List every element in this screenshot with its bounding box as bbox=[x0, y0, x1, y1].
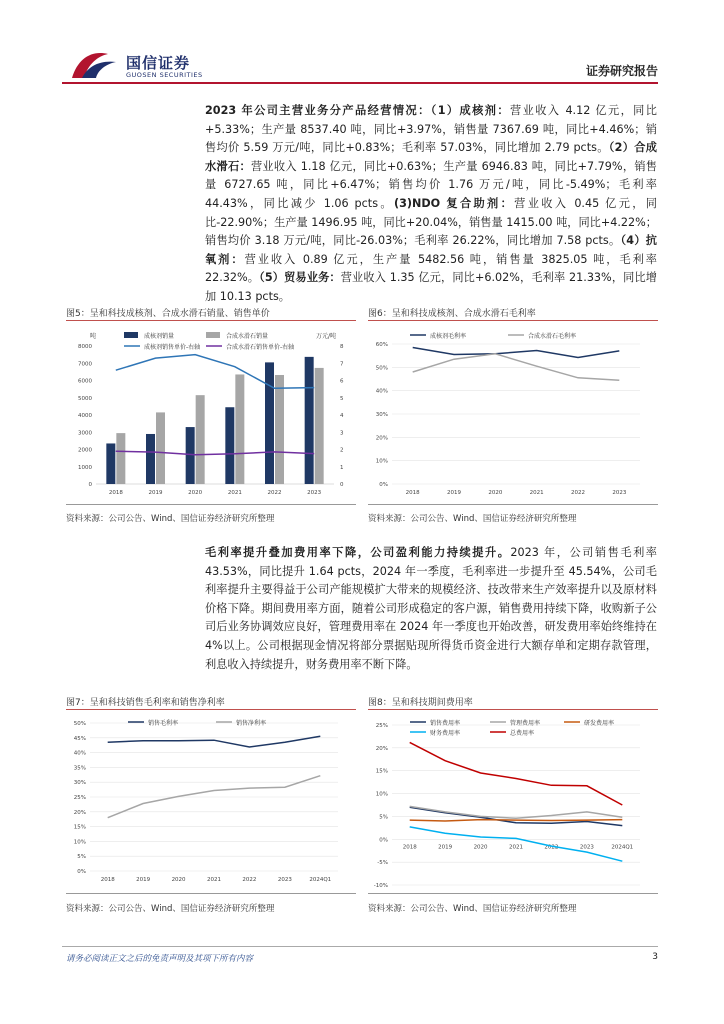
fig8-bottom-rule bbox=[368, 893, 658, 894]
x-tick-label: 2022 bbox=[544, 844, 559, 851]
y-tick-label: 20% bbox=[375, 435, 388, 442]
fig7-title-rule bbox=[66, 709, 356, 710]
x-tick-label: 2022 bbox=[571, 490, 585, 496]
fig7-bottom-rule bbox=[66, 893, 356, 894]
report-type-label: 证券研究报告 bbox=[585, 64, 658, 78]
x-tick-label: 2018 bbox=[405, 490, 420, 496]
fig8-title-rule bbox=[368, 709, 658, 710]
bar-1-1 bbox=[156, 412, 165, 484]
y-right-tick-label: 1 bbox=[340, 464, 344, 471]
fig6-title: 图6：呈和科技成核剂、合成水滑石毛利率 bbox=[368, 309, 536, 319]
y-right-tick-label: 2 bbox=[340, 447, 344, 454]
bar-1-4 bbox=[275, 375, 284, 484]
trade-label: （5）贸易业务： bbox=[259, 271, 341, 285]
profitability-lead: 毛利率提升叠加费用率下降，公司盈利能力持续提升。 bbox=[205, 546, 511, 559]
bar-0-3 bbox=[225, 407, 234, 484]
y-tick-label: 15% bbox=[73, 824, 86, 831]
x-tick-label: 2020 bbox=[473, 844, 488, 851]
bar-0-5 bbox=[305, 357, 314, 484]
bar-0-0 bbox=[106, 443, 115, 484]
x-tick-label: 2020 bbox=[171, 877, 186, 883]
bar-1-2 bbox=[196, 395, 205, 484]
series-line-4 bbox=[410, 742, 623, 805]
legend-swatch-0 bbox=[124, 332, 138, 338]
y-left-tick-label: 2000 bbox=[78, 447, 92, 454]
y-tick-label: 0% bbox=[77, 869, 86, 875]
y-tick-label: 25% bbox=[375, 723, 388, 729]
legend-label-2: 成核剂销售单价-右轴 bbox=[144, 344, 201, 351]
fig8-title: 图8：呈和科技期间费用率 bbox=[368, 698, 473, 708]
paragraph-lead: 2023 年公司主营业务分产品经营情况： bbox=[205, 104, 431, 117]
hydrotalcite-text: 营业收入 1.18 亿元，同比+0.63%；生产量 6946.83 吨，同比+7.79%，销售量 6727.65 吨，同比+6.47%；销售均价 1.76 万元/吨，同比-5.49%；毛利率 44.43%，同比减少 1.06 pcts。 bbox=[205, 159, 657, 210]
fig8-chart bbox=[368, 713, 660, 891]
series-line-2 bbox=[116, 355, 314, 389]
antioxidant-text: 营业收入 0.89 亿元，生产量 5482.56 吨，销售量 3825.05 吨，毛利率 22.32%。 bbox=[205, 252, 657, 285]
fig5-chart bbox=[66, 324, 358, 502]
y-tick-label: 30% bbox=[375, 412, 388, 418]
fig6-title-rule bbox=[368, 320, 658, 321]
legend-label-2: 研发费用率 bbox=[584, 720, 615, 727]
x-tick-label: 2023 bbox=[307, 490, 322, 496]
legend-label-1: 合成水滑石毛利率 bbox=[528, 333, 577, 340]
legend-label-4: 总费用率 bbox=[510, 730, 535, 737]
legend-label-1: 管理费用率 bbox=[510, 720, 541, 727]
hydrotalcite-label: （2）合成水滑石： bbox=[205, 141, 657, 173]
bar-0-2 bbox=[186, 427, 195, 484]
y-left-tick-label: 5000 bbox=[78, 395, 92, 402]
logo-text-cn: 国信证券 bbox=[126, 54, 191, 72]
x-tick-label: 2019 bbox=[447, 490, 461, 496]
y-tick-label: 10% bbox=[375, 458, 388, 465]
x-tick-label: 2020 bbox=[188, 490, 203, 496]
page-number: 3 bbox=[652, 952, 658, 962]
fig5-title: 图5：呈和科技成核剂、合成水滑石销量、销售单价 bbox=[66, 309, 270, 319]
profitability-paragraph bbox=[205, 544, 657, 674]
y-tick-label: 20% bbox=[73, 809, 86, 816]
y-tick-label: 60% bbox=[375, 342, 388, 348]
x-tick-label: 2018 bbox=[108, 490, 123, 496]
y-tick-label: 25% bbox=[73, 795, 86, 801]
x-tick-label: 2020 bbox=[488, 490, 503, 496]
x-tick-label: 2021 bbox=[509, 844, 523, 851]
series-line-0 bbox=[413, 348, 620, 358]
y-right-tick-label: 5 bbox=[340, 395, 344, 402]
x-tick-label: 2022 bbox=[242, 877, 257, 883]
y-tick-label: 40% bbox=[375, 388, 388, 395]
fig6-source: 资料来源：公司公告、Wind、国信证券经济研究所整理 bbox=[368, 514, 577, 524]
legend-label-3: 财务费用率 bbox=[430, 730, 461, 737]
y-left-tick-label: 3000 bbox=[78, 430, 92, 437]
nucleating-agent-text: 营业收入 4.12 亿元，同比+5.33%；生产量 8537.40 吨，同比+3.97%，销售量 7367.69 吨，同比+4.46%；销售均价 5.59 万元/吨，同比+0.83%；毛利率 57.03%，同比增加 2.79 pcts。 bbox=[205, 104, 657, 155]
x-tick-label: 2023 bbox=[579, 844, 594, 851]
y-tick-label: 0% bbox=[379, 482, 388, 488]
y-tick-label: 30% bbox=[73, 780, 86, 787]
nucleating-agent-label: （1）成核剂： bbox=[430, 104, 510, 117]
fig5-source: 资料来源：公司公告、Wind、国信证券经济研究所整理 bbox=[66, 514, 275, 524]
y-tick-label: 20% bbox=[375, 745, 388, 752]
y-left-tick-label: 7000 bbox=[78, 361, 92, 368]
fig7-chart bbox=[66, 713, 358, 891]
x-tick-label: 2019 bbox=[438, 844, 453, 851]
y-tick-label: 5% bbox=[77, 854, 86, 861]
y-right-tick-label: 6 bbox=[340, 378, 344, 385]
x-tick-label: 2023 bbox=[277, 877, 292, 883]
product-operation-paragraph bbox=[205, 102, 657, 307]
x-tick-label: 2021 bbox=[207, 877, 221, 883]
x-tick-label: 2021 bbox=[227, 490, 242, 496]
fig5-bottom-rule bbox=[66, 504, 356, 505]
y-tick-label: 15% bbox=[375, 768, 388, 775]
fig6-bottom-rule bbox=[368, 504, 658, 505]
legend-label-0: 销售费用率 bbox=[430, 720, 461, 727]
y-tick-label: 50% bbox=[73, 721, 86, 727]
x-tick-label: 2019 bbox=[136, 877, 151, 883]
y-left-tick-label: 6000 bbox=[78, 378, 92, 385]
bar-1-0 bbox=[116, 433, 125, 484]
logo-text-en: GUOSEN SECURITIES bbox=[126, 71, 203, 79]
y-tick-label: -5% bbox=[377, 860, 388, 867]
x-tick-label: 2023 bbox=[612, 490, 627, 496]
y-left-tick-label: 4000 bbox=[78, 413, 92, 419]
legend-label-0: 成核剂销量 bbox=[144, 333, 175, 340]
y-tick-label: 0% bbox=[379, 837, 388, 844]
y-left-tick-label: 1000 bbox=[78, 464, 92, 471]
y-tick-label: 5% bbox=[379, 814, 388, 821]
fig5-title-rule bbox=[66, 320, 356, 321]
legend-label-0: 成核剂毛利率 bbox=[430, 333, 467, 340]
ndo-label: (3)NDO 复合助剂： bbox=[393, 196, 515, 210]
profitability-text: 2023 年，公司销售毛利率 43.53%，同比提升 1.64 pcts，2024 年一季度，毛利率进一步提升至 45.54%，公司毛利率提升主要得益于公司产能规模扩大带来的规模经济、技改带来生产效率提升以及原材料价格下降。期间费用率方面，随着公司形成稳定的客户源，销售费用持续下降，收购新子公司后业务协调效应良好，管理费用率在 2024 年一季度也开始改善，研发费用率始终维持在 4%以上。公司根据现金情况将部分票据贴现所得货币资金进行大额存单和定期存款管理，利息收入持续提升，财务费用率不断下降。 bbox=[205, 546, 657, 671]
company-logo bbox=[68, 48, 120, 82]
y-tick-label: 45% bbox=[73, 735, 86, 742]
y-left-tick-label: 8000 bbox=[78, 344, 92, 350]
bar-1-3 bbox=[235, 374, 244, 484]
fig6-chart bbox=[368, 324, 660, 502]
x-tick-label: 2018 bbox=[100, 877, 115, 883]
ndo-text: 营业收入 0.45 亿元，同比-22.90%；生产量 1496.95 吨，同比+20.04%，销售量 1415.00 吨，同比+4.22%；销售均价 3.18 万元/吨，同比-26.03%；毛利率 26.22%，同比增加 7.58 pcts。 bbox=[205, 196, 657, 248]
fig8-source: 资料来源：公司公告、Wind、国信证券经济研究所整理 bbox=[368, 904, 577, 914]
y-right-tick-label: 3 bbox=[340, 430, 344, 437]
y-right-tick-label: 0 bbox=[340, 482, 344, 488]
y-tick-label: 10% bbox=[73, 839, 86, 846]
bar-1-5 bbox=[315, 368, 324, 484]
x-tick-label: 2024Q1 bbox=[611, 844, 634, 851]
y-tick-label: 40% bbox=[73, 750, 86, 757]
y-right-tick-label: 8 bbox=[340, 344, 344, 350]
fig7-source: 资料来源：公司公告、Wind、国信证券经济研究所整理 bbox=[66, 904, 275, 914]
y-tick-label: 10% bbox=[375, 791, 388, 798]
header-divider bbox=[62, 82, 658, 84]
series-line-3 bbox=[116, 451, 314, 455]
y-left-axis-label: 吨 bbox=[90, 333, 97, 340]
y-tick-label: 50% bbox=[375, 365, 388, 372]
x-tick-label: 2022 bbox=[267, 490, 282, 496]
legend-label-1: 合成水滑石销量 bbox=[226, 333, 269, 340]
fig7-title: 图7：呈和科技销售毛利率和销售净利率 bbox=[66, 698, 225, 708]
footer-divider bbox=[62, 946, 658, 947]
x-tick-label: 2018 bbox=[402, 844, 417, 851]
y-right-axis-label: 万元/吨 bbox=[316, 333, 337, 340]
legend-label-1: 销售净利率 bbox=[236, 720, 267, 727]
legend-label-3: 合成水滑石销售单价-右轴 bbox=[226, 344, 295, 351]
y-tick-label: 35% bbox=[73, 765, 86, 772]
x-tick-label: 2021 bbox=[529, 490, 544, 496]
bar-0-1 bbox=[146, 434, 155, 484]
bar-0-4 bbox=[265, 362, 274, 484]
y-tick-label: -10% bbox=[373, 883, 388, 889]
antioxidant-label: （4）抗氧剂： bbox=[205, 234, 657, 266]
x-tick-label: 2024Q1 bbox=[309, 877, 332, 883]
y-right-tick-label: 7 bbox=[340, 361, 344, 368]
disclaimer-note: 请务必阅读正文之后的免责声明及其项下所有内容 bbox=[66, 954, 254, 964]
y-right-tick-label: 4 bbox=[340, 413, 344, 419]
y-left-tick-label: 0 bbox=[88, 482, 92, 488]
legend-swatch-1 bbox=[206, 332, 220, 338]
legend-label-0: 销售毛利率 bbox=[148, 720, 179, 727]
series-line-2 bbox=[410, 820, 623, 821]
trade-text: 营业收入 1.35 亿元，同比+6.02%，毛利率 21.33%，同比增加 10.13 pcts。 bbox=[205, 271, 657, 303]
x-tick-label: 2019 bbox=[148, 490, 163, 496]
